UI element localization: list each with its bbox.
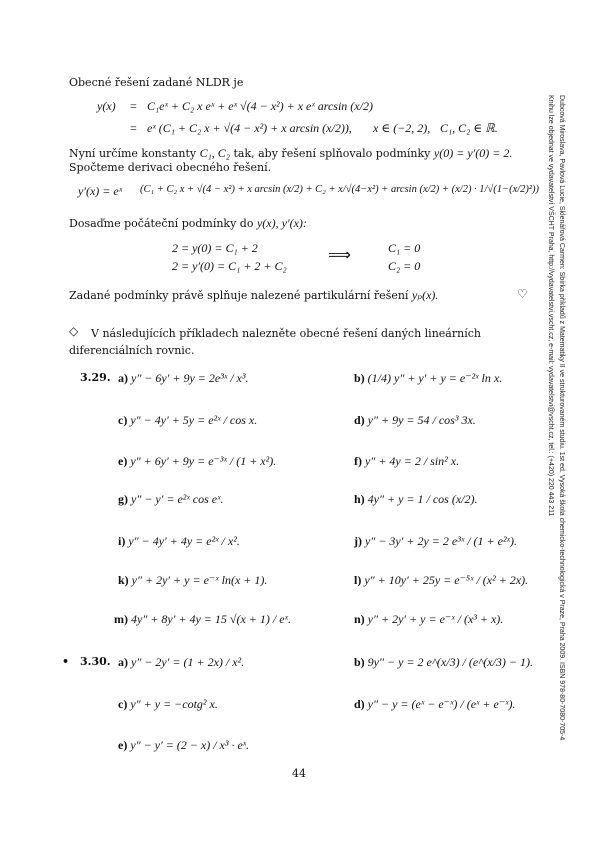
exercise-label: b)	[354, 655, 365, 669]
exercise-equation: y″ − y′ = e²ˣ cos eˣ.	[131, 492, 224, 506]
constants-paragraph	[69, 146, 529, 161]
exercise-label: e)	[118, 738, 128, 752]
exercise-instructions: V následujících příkladech nalezněte obecné řešení daných lineárních diferenciálních rovnic.	[69, 327, 481, 357]
exercise-equation: y″ + 9y = 54 / cos³ 3x.	[367, 413, 476, 427]
exercise-3-29-m	[114, 612, 291, 627]
exercise-3-29-f	[354, 454, 459, 469]
exercise-3-30-c	[118, 697, 218, 712]
exercise-3-29-e	[118, 454, 276, 469]
general-solution-line-1: C₁eˣ + C₂ x eˣ + eˣ √(4 − x²) + x eˣ arcsin (x/2)	[147, 99, 373, 113]
exercise-3-29-n	[354, 612, 503, 627]
exercise-label: l)	[354, 573, 362, 587]
eq-sign-1: =	[130, 99, 137, 113]
exercise-3-29-b	[354, 371, 502, 386]
exercise-3-30-e	[118, 738, 249, 753]
exercise-equation: y″ − 2y′ = (1 + 2x) / x².	[131, 655, 245, 669]
exercise-equation: y″ + 4y = 2 / sin² x.	[365, 454, 460, 468]
exercise-3-29-d	[354, 413, 476, 428]
initial-conditions: y(0) = y′(0) = 2.	[433, 146, 513, 160]
y-of-x-label: y(x)	[97, 99, 116, 113]
exercise-label: k)	[118, 573, 129, 587]
exercise-label: d)	[354, 413, 365, 427]
exercise-label: a)	[118, 655, 128, 669]
exercise-label: n)	[354, 612, 365, 626]
exercise-equation: y″ + 10y′ + 25y = e⁻⁵ˣ / (x² + 2x).	[364, 573, 529, 587]
exercise-3-29-c	[118, 413, 257, 428]
domain-condition: x ∈ (−2, 2),	[373, 121, 431, 135]
citation-line-2: Knihu lze objednat ve vydavatelství VŠCHT Praha, http://vydavatelstvi.vscht.cz, e-mail: vydavatelstvi@vscht.cz, tel.: (+420) 220 443 211	[547, 95, 554, 517]
exercise-3-29-j	[354, 534, 517, 549]
exercise-equation: y″ + 6y′ + 9y = e⁻³ˣ / (1 + x²).	[130, 454, 277, 468]
exercise-equation: y″ − 4y′ + 5y = e²ˣ / cos x.	[130, 413, 258, 427]
exercise-label: e)	[118, 454, 128, 468]
exercise-diamond-icon: ◇	[69, 324, 79, 338]
citation-line-1: Dubcová Miroslava, Pavlová Lucie, Sklenářová Carmen: Sbírka příkladů z Matematiky II ve strukturovaném studiu. 1st ed. Vysoká škola chemicko-technologická v Praze, Praha 2009. ISBN 978-80-7080-705-4	[558, 95, 565, 741]
exercise-label: b)	[354, 371, 365, 385]
exercise-equation: y″ − 6y′ + 9y = 2e³ˣ / x³.	[131, 371, 249, 385]
exercise-equation: 4y″ + y = 1 / cos (x/2).	[367, 492, 478, 506]
constant-c2-value: C₂ = 0	[388, 259, 421, 273]
exercise-label: d)	[354, 697, 365, 711]
exercise-equation: y″ − 4y′ + 4y = e²ˣ / x².	[128, 534, 240, 548]
constants-domain: C₁, C₂ ∈ ℝ.	[440, 121, 498, 135]
exercise-3-29-g	[118, 492, 224, 507]
substitute-paragraph	[69, 216, 307, 231]
implies-arrow: ⟹	[328, 245, 351, 264]
exercise-equation: y″ + 2y′ + y = e⁻ˣ ln(x + 1).	[131, 573, 268, 587]
exercise-label: g)	[118, 492, 128, 506]
exercise-label: c)	[118, 697, 128, 711]
exercise-3-29-h	[354, 492, 478, 507]
exercise-equation: y″ − 3y′ + 2y = 2 e³ˣ / (1 + e²ˣ).	[365, 534, 517, 548]
exercise-3-30-number: 3.30.	[80, 655, 111, 668]
initial-condition-1: 2 = y(0) = C₁ + 2	[172, 241, 258, 255]
conclusion-paragraph	[69, 288, 438, 303]
exercise-equation: 4y″ + 8y′ + 4y = 15 √(x + 1) / eˣ.	[131, 612, 291, 626]
constants-text-1: Nyní určíme konstanty	[69, 147, 197, 160]
exercise-equation: y″ + 2y′ + y = e⁻ˣ / (x³ + x).	[367, 612, 504, 626]
exercise-label: c)	[118, 413, 128, 427]
exercise-3-29-k	[118, 573, 267, 588]
exercise-label: j)	[354, 534, 362, 548]
substitute-text: Dosaďme počáteční podmínky do	[69, 217, 254, 230]
derivative-text: Spočteme derivaci obecného řešení.	[69, 161, 272, 174]
exercise-equation: (1/4) y″ + y′ + y = e⁻²ˣ ln x.	[367, 371, 503, 385]
exercise-equation: 9y″ − y = 2 e^(x/3) / (e^(x/3) − 1).	[367, 655, 534, 669]
exercise-3-29-a	[118, 371, 248, 386]
exercise-3-30-b	[354, 655, 533, 670]
exercise-3-29-l	[354, 573, 528, 588]
substitute-vars: y(x), y′(x):	[256, 216, 307, 230]
exercise-3-29-i	[118, 534, 240, 549]
derivative-rhs: (C₁ + C₂ x + √(4 − x²) + x arcsin (x/2) + C₂ + x/√(4−x²) + arcsin (x/2) + (x/2) · 1/√(1−(x/2)²))	[140, 184, 540, 195]
end-of-solution-heart-icon: ♡	[517, 287, 528, 301]
general-solution-line-2: eˣ (C₁ + C₂ x + √(4 − x²) + x arcsin (x/2)),	[147, 121, 352, 135]
exercise-equation: y″ − y′ = (2 − x) / x³ · eˣ.	[130, 738, 250, 752]
conclusion-text: Zadané podmínky právě splňuje nalezené partikulární řešení	[69, 289, 409, 302]
citation-sidebar	[546, 95, 588, 755]
general-solution-text: Obecné řešení zadané NLDR je	[69, 76, 244, 89]
exercise-3-30-bullet: •	[62, 655, 70, 668]
exercise-label: a)	[118, 371, 128, 385]
constants-vars: C₁, C₂	[199, 146, 230, 160]
derivative-lhs: y′(x) = eˣ	[78, 184, 123, 198]
constant-c1-value: C₁ = 0	[388, 241, 421, 255]
exercise-label: f)	[354, 454, 362, 468]
exercise-label: m)	[114, 612, 128, 626]
page-number: 44	[292, 767, 306, 780]
particular-solution-var: yₚ(x).	[411, 288, 439, 302]
exercise-3-30-a	[118, 655, 244, 670]
exercise-label: h)	[354, 492, 365, 506]
constants-text-2: tak, aby řešení splňovalo podmínky	[233, 147, 431, 160]
exercise-label: i)	[118, 534, 126, 548]
initial-condition-2: 2 = y′(0) = C₁ + 2 + C₂	[172, 259, 287, 273]
exercise-3-30-d	[354, 697, 516, 712]
exercise-equation: y″ + y = −cotg² x.	[130, 697, 218, 711]
exercise-equation: y″ − y = (eˣ − e⁻ˣ) / (eˣ + e⁻ˣ).	[367, 697, 516, 711]
exercise-3-29-number: 3.29.	[80, 371, 111, 384]
eq-sign-2: =	[130, 121, 137, 135]
